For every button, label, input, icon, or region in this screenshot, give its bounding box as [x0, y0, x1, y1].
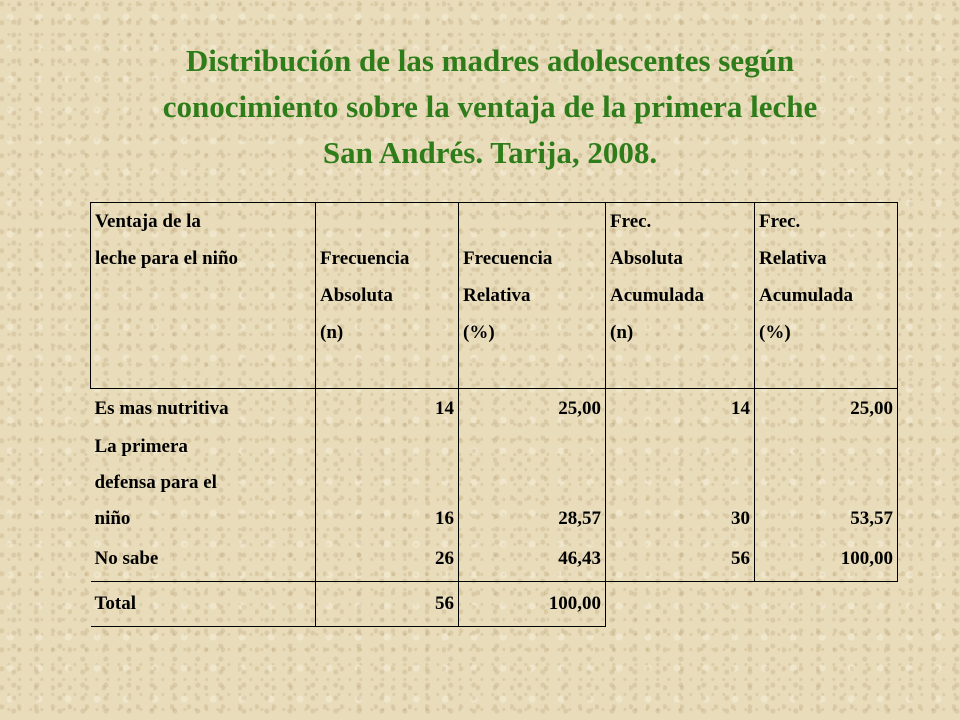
row-label: No sabe — [91, 537, 316, 582]
total-fr: 100,00 — [459, 582, 606, 627]
header-ventaja: Ventaja de la leche para el niño — [91, 203, 316, 389]
total-label: Total — [91, 582, 316, 627]
cell-fa: 26 — [316, 537, 459, 582]
table-row — [91, 537, 898, 582]
table-header-row — [91, 203, 898, 389]
table-row — [91, 389, 898, 430]
cell-fra: 25,00 — [755, 389, 898, 430]
total-fa: 56 — [316, 582, 459, 627]
title-line-3: San Andrés. Tarija, 2008. — [322, 135, 658, 170]
table-row — [91, 429, 898, 537]
cell-faa: 56 — [606, 537, 755, 582]
header-frecuencia-absoluta: Frecuencia Absoluta (n) — [316, 203, 459, 389]
header-frec-relativa-acumulada: Frec. Relativa Acumulada (%) — [755, 203, 898, 389]
cell-fr: 28,57 — [459, 429, 606, 537]
empty-cell — [755, 582, 898, 627]
row-label: Es mas nutritiva — [91, 389, 316, 430]
empty-cell — [606, 582, 755, 627]
cell-fr: 46,43 — [459, 537, 606, 582]
cell-faa: 30 — [606, 429, 755, 537]
table-total-row — [91, 582, 898, 627]
frequency-table — [90, 202, 898, 627]
header-frec-absoluta-acumulada: Frec. Absoluta Acumulada (n) — [606, 203, 755, 389]
cell-fr: 25,00 — [459, 389, 606, 430]
slide-title — [60, 38, 920, 176]
cell-fa: 14 — [316, 389, 459, 430]
title-line-2: conocimiento sobre la ventaja de la primera leche — [162, 89, 818, 124]
row-label: La primera defensa para el niño — [91, 429, 316, 537]
header-frecuencia-relativa: Frecuencia Relativa (%) — [459, 203, 606, 389]
cell-faa: 14 — [606, 389, 755, 430]
cell-fra: 53,57 — [755, 429, 898, 537]
title-line-1: Distribución de las madres adolescentes según — [185, 43, 795, 78]
cell-fa: 16 — [316, 429, 459, 537]
cell-fra: 100,00 — [755, 537, 898, 582]
